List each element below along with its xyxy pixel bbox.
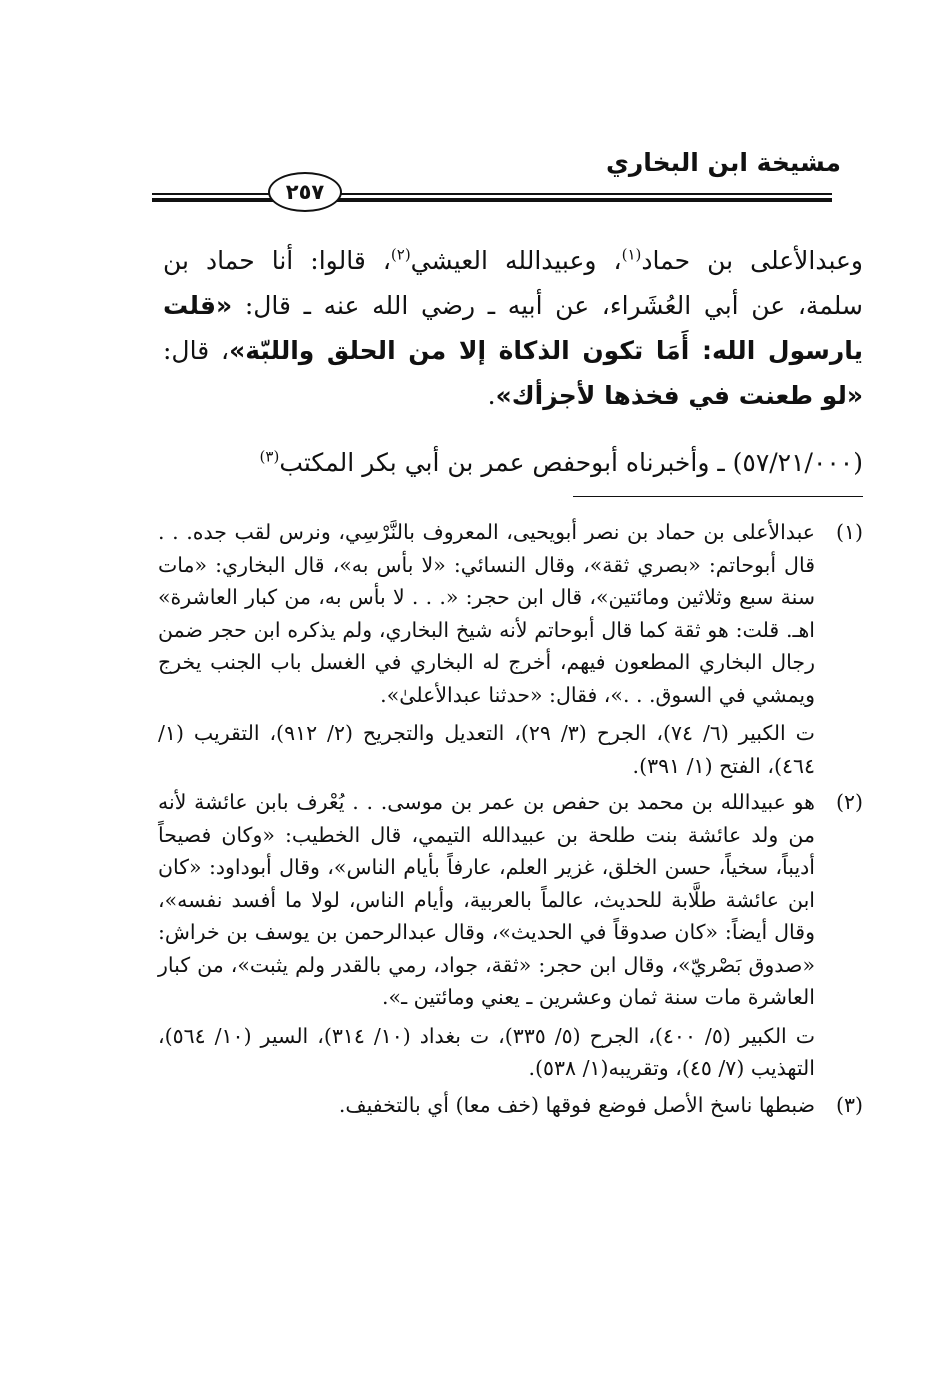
main-paragraph [163,238,863,418]
footnote-ref: (٣) [259,447,280,466]
main-text [163,238,863,418]
main-text-span: ، قال: [163,336,230,365]
running-header-title: مشيخة ابن البخاري [605,148,841,177]
footnote-separator [573,496,863,497]
main-text-span: ، وعبيدالله العيشي [410,246,622,275]
footnote-3 [158,1089,863,1122]
footnote-number: (٢) [835,790,863,814]
header-rule [152,190,832,206]
footnote-number: (١) [835,520,863,544]
hadith-entry-text: (٥٧/٢١/٠٠٠) ـ وأخبرناه أبوحفص عمر بن أبي بكر المكتب [279,448,863,477]
main-text-span: ، قالوا: أنا حماد بن سلمة، عن أبي العُشَراء، عن أبيه ـ رضي الله عنه ـ قال: [163,246,863,320]
footnote-references: ت الكبير (٥/ ٤٠٠)، الجرح (٥/ ٣٣٥)، ت بغداد (١٠/ ٣١٤)، السير (١٠/ ٥٦٤)، التهذيب (٧/ ٤٥)، وتقريبه(١/ ٥٣٨). [158,1023,816,1080]
hadith-entry-line [163,440,863,485]
main-text-span: وعبدالأعلى بن حماد [641,246,864,275]
main-text-span: . [487,381,496,410]
footnote-text: ضبطها ناسخ الأصل فوضع فوقها (خف معا) أي بالتخفيف. [338,1092,815,1117]
footnotes [158,516,863,1121]
header-rule-thin [152,193,832,195]
hadith-quote: «لو طعنت في فخذها لأجزأك» [495,381,863,410]
footnote-2 [158,786,863,1085]
hadith-quote: «قلت يارسول الله: أَمَا تكون الذكاة إلا من الحلق واللبّة» [163,291,863,365]
footnote-number: (٣) [835,1092,863,1117]
footnote-ref: (٢) [390,245,411,264]
header-rule-thick [152,198,832,202]
footnote-1 [158,516,863,782]
footnote-ref: (١) [621,245,642,264]
page-number: ٢٥٧ [268,172,342,212]
footnote-references: ت الكبير (٦/ ٧٤)، الجرح (٣/ ٢٩)، التعديل والتجريح (٢/ ٩١٢)، التقريب (١/ ٤٦٤)، الفتح (١/ ٣٩١). [158,721,815,778]
footnote-text: عبدالأعلى بن حماد بن نصر أبويحيى، المعروف بالنَّرْسِي، ونرس لقب جده. . . قال أبوحاتم: «بصري ثقة»، وقال النسائي: «لا بأس به»، قال البخاري: «مات سنة سبع وثلاثين ومائتين»، قال ابن حجر: «. . . لا بأس به، من كبار العاشرة» اهـ. قلت: هو ثقة كما قال أبوحاتم لأنه شيخ البخاري، ولم يذكره ابن حجر ضمن رجال البخاري المطعون فيهم، أخرج له البخاري في الغسل باب الجنب يخرج ويمشي في السوق. . .»، فقال: «حدثنا عبدالأعلىٰ». [158,520,815,707]
footnote-text: هو عبيدالله بن محمد بن حفص بن عمر بن موسى. . . يُعْرف بابن عائشة لأنه من ولد عائشة بنت طلحة بن عبيدالله التيمي، قال الخطيب: «وكان فصيحاً أديباً، سخياً، حسن الخلق، غزير العلم، عارفاً بأيام الناس»، وقال أبوداود: «كان ابن عائشة طلَّابة للحديث، عالماً بالعربية، وأيام الناس، لولا ما أفسد نفسه»، وقال أيضاً: «كان صدوقاً في الحديث»، وقال عبدالرحمن بن يوسف بن خراش: «صدوق بَصْريّ»، وقال ابن حجر: «ثقة، جواد، رمي بالقدر ولم يثبت»، من كبار العاشرة مات سنة ثمان وعشرين ـ يعني ومائتين ـ». [158,790,815,1009]
